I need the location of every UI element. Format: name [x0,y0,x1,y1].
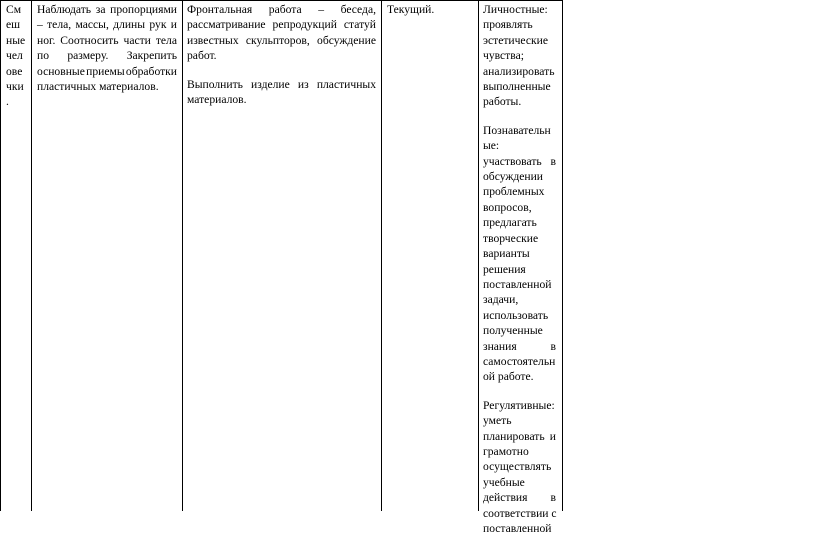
regulatory-outcomes [483,398,556,536]
word: Закрепить [126,49,177,63]
activities-paragraph-2 [187,77,376,108]
tasks-text-line: пластичных материалов. [37,80,159,94]
activities-text-line [187,77,376,92]
outcome-text-line: ые: [483,139,500,153]
outcome-text-line: вопросов, [483,200,532,214]
activities-text-line [187,2,376,17]
word: массы, [75,18,109,32]
column-divider-3 [381,0,382,511]
outcome-text-line: проблемных [483,185,545,199]
topic-text-line: чки [6,80,24,94]
word: тела [155,33,177,47]
personal-outcomes [483,2,556,110]
word: Фронтальная [187,3,253,16]
outcome-text-line: учебные [483,475,525,489]
topic-text-line: См [6,3,22,16]
column-divider-2 [182,0,183,511]
word: – [318,3,324,16]
word: и [549,429,556,443]
word: длины [113,18,146,32]
outcome-text-line: предлагать [483,216,537,230]
topic-text-line: ные [6,33,26,47]
tasks-text-line [37,64,177,79]
word: знания [483,339,517,353]
word: основные [37,64,85,78]
tasks-text-line [37,33,177,48]
outcome-text-line: задачи, [483,293,519,307]
word: участвовать [483,154,542,168]
learning-outcomes-cell [483,2,556,536]
tasks-text-line [37,2,177,17]
word: работа [268,3,302,16]
table-border-left [0,0,1,511]
outcome-text-line: обсуждении [483,170,544,184]
control-type-cell [387,2,475,17]
word: Выполнить [187,77,243,91]
outcome-text-line: проявлять [483,18,533,32]
outcome-text-line [483,490,556,505]
word: в [550,339,556,353]
outcome-text-line: варианты [483,247,530,261]
word: размеру. [67,49,109,63]
outcome-text-line: поставленной [483,277,552,291]
outcome-text-line: использовать [483,308,549,322]
word: за [95,3,106,16]
column-divider-1 [31,0,32,511]
lesson-topic-cell [6,2,28,110]
activities-text-line: работ. [187,49,217,63]
topic-text-line: еш [6,18,21,32]
outcome-text-line: соответствии с [483,506,557,520]
activities-text-line [187,33,376,48]
activities-text-line [187,17,376,32]
word: пластичных [316,77,376,91]
outcome-text-line: поставленной [483,522,552,535]
outcome-text-line: Регулятивные: [483,398,555,412]
outcome-text-line: выполненные [483,80,551,94]
outcome-text-line: ой работе. [483,370,534,384]
word: и [170,18,177,32]
outcome-text-line [483,429,556,444]
outcome-text-line: анализировать [483,64,555,78]
outcome-text-line [483,154,556,169]
word: рук [149,18,167,32]
word: в [550,491,556,505]
word: по [37,49,50,63]
topic-text-line: чел [6,49,23,63]
outcome-text-line: работы. [483,95,522,109]
word: пропорциями [110,3,177,16]
topic-text-line: ове [6,64,23,78]
word: изделие [251,77,290,91]
word: в [550,154,556,168]
outcome-text-line: эстетические [483,33,548,47]
word: беседа, [340,3,376,16]
outcome-text-line: Личностные: [483,3,548,16]
word: обсуждение [317,33,376,47]
lesson-tasks-cell [37,2,177,94]
word: действия [483,491,528,505]
outcome-text-line: Познавательн [483,123,551,137]
outcome-text-line: грамотно [483,444,529,458]
outcome-text-line: чувства; [483,49,524,63]
word: обработки [125,64,177,78]
word: Соотносить [60,33,119,47]
word: скульпторов, [245,33,310,47]
tasks-text-line [37,17,177,32]
column-divider-4 [478,0,479,511]
word: статуй [343,18,376,32]
word: ног. [37,33,56,47]
word: части [123,33,151,47]
outcome-text-line [483,339,556,354]
word: Наблюдать [37,3,92,16]
word: рассматривание [187,18,266,32]
topic-text-line: . [6,95,9,109]
word: планировать [483,429,545,443]
word: тела, [47,18,72,32]
word: – [37,18,43,32]
outcome-text-line: уметь [483,414,512,428]
outcome-text-line: самостоятельн [483,354,556,368]
activities-paragraph-1 [187,2,376,64]
outcome-text-line: творческие [483,231,539,245]
outcome-text-line: полученные [483,324,543,338]
tasks-text-line [37,48,177,63]
control-type-text: Текущий. [387,3,435,16]
word: известных [187,33,239,47]
word: репродукций [272,18,337,32]
word: из [297,77,309,91]
outcome-text-line: осуществлять [483,460,552,474]
word: приемы [86,64,125,78]
table-border-right [562,0,563,511]
cognitive-outcomes [483,123,556,385]
activities-cell [187,2,376,107]
outcome-text-line: решения [483,262,526,276]
activities-text-line: материалов. [187,93,247,107]
